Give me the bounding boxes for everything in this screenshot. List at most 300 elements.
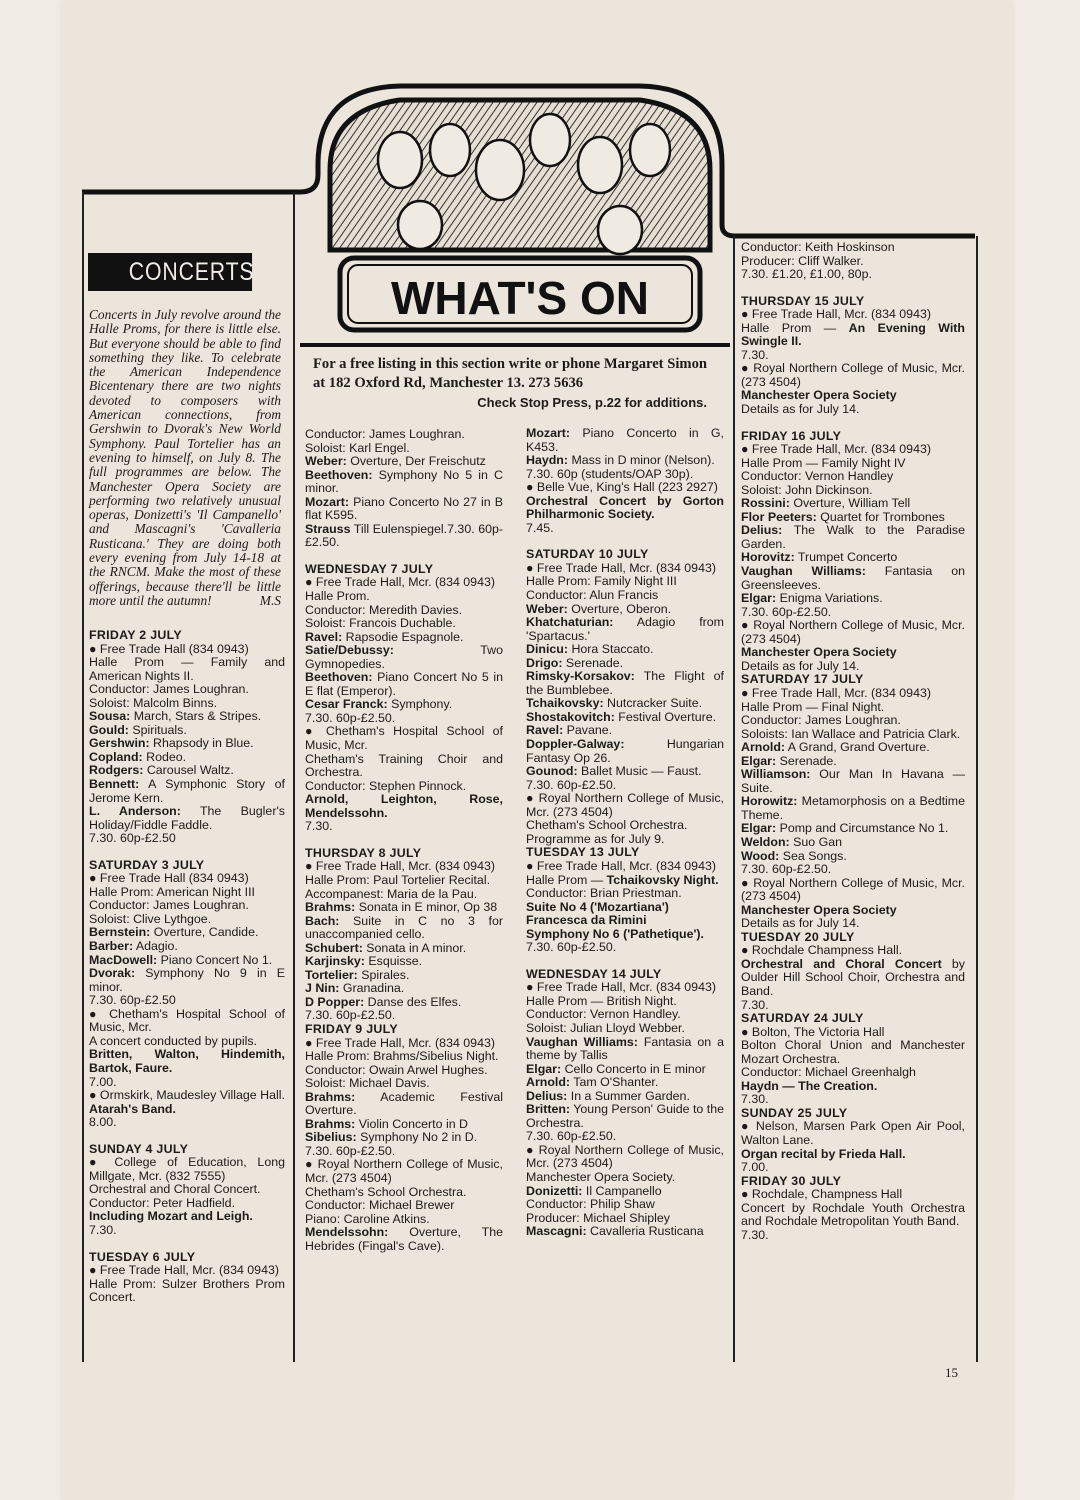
venue-line: ● Nelson, Marsen Park Open Air Pool, Walton Lane. — [741, 1119, 965, 1147]
programme-line — [526, 738, 724, 765]
listing-line: Producer: Michael Shipley — [526, 1210, 670, 1225]
plain-text: Pomp and Circumstance No 1. — [776, 821, 949, 836]
listings-column-3 — [526, 427, 724, 1252]
listing-line: 7.45. — [526, 520, 554, 535]
bold-text: Sibelius: — [305, 1130, 357, 1145]
bold-text: Haydn — The Creation. — [741, 1078, 878, 1093]
bold-text: Delius: — [741, 523, 783, 538]
listing-line: Soloist: Malcolm Binns. — [89, 695, 218, 710]
plain-text: Cello Concerto in E minor — [561, 1061, 706, 1076]
programme-line — [526, 928, 724, 942]
bold-text: Weldon: — [741, 834, 790, 849]
plain-text: Fantasia on a theme by Tallis — [526, 1034, 724, 1063]
listing-line: Programme as for July 9. — [526, 831, 665, 846]
programme-line — [305, 969, 503, 983]
bold-text: Including Mozart and Leigh. — [89, 1209, 253, 1224]
listing-line: Chetham's School Orchestra. — [305, 1184, 467, 1199]
plain-text: Piano Concert No 5 in E flat (Emperor). — [305, 670, 503, 698]
plain-text: Piano Concerto No 27 in B flat K595. — [305, 494, 503, 523]
plain-text: A Grand, Grand Overture. — [785, 740, 930, 755]
date-heading: THURSDAY 15 JULY — [741, 293, 865, 308]
programme-line — [526, 427, 724, 454]
listing-line: Soloist: Francois Duchable. — [305, 616, 456, 631]
programme-line — [526, 643, 724, 657]
bold-text: Satie/Debussy: — [305, 643, 394, 658]
venue-line: ● Royal Northern College of Music, Mcr. (273 4504) — [526, 1142, 724, 1171]
whats-on-title: WHAT'S ON — [391, 272, 649, 324]
bold-text: Karjinsky: — [305, 954, 365, 969]
programme-line — [526, 1036, 724, 1063]
author-initials: M.S — [259, 592, 281, 608]
venue-line: ● Rochdale Champness Hall. — [741, 943, 903, 958]
programme-line — [89, 1048, 285, 1075]
programme-line — [305, 455, 503, 469]
venue-line: ● Royal Northern College of Music, Mcr. (273 4504) — [305, 1157, 503, 1185]
listing-line: Concert by Rochdale Youth Orchestra and Rochdale Metropolitan Youth Band. — [741, 1200, 965, 1229]
date-heading: SUNDAY 25 JULY — [741, 1105, 848, 1120]
listing-line: Details as for July 14. — [741, 916, 860, 931]
venue-line: ● Bolton, The Victoria Hall — [741, 1024, 885, 1039]
listing-line: Conductor: James Loughran. — [305, 427, 465, 441]
bold-text: Bach: — [305, 913, 340, 928]
listing-line: 7.30. 60p (students/OAP 30p). — [526, 466, 694, 481]
plain-text: The Walk to the Paradise Garden. — [741, 523, 965, 551]
programme-line — [305, 1131, 503, 1145]
date-heading: WEDNESDAY 14 JULY — [526, 966, 662, 981]
programme-line — [741, 836, 965, 850]
programme-line — [305, 523, 503, 550]
plain-text: Academic Festival Overture. — [305, 1089, 503, 1118]
intro-text: Concerts in July revolve around the Halle Proms, for there is little else. But everyone should be able to find something they like. To celebrate the American Independence Bicentenary there are two nights devoted to composers with American connections, from Gershwin to Dvorak's New World Symphony. Paul Tortelier has an evening to himself, on July 8. The full programmes are below. The Manchester Opera Society are performing two relatively unusual operas, Donizetti's 'Il Campanello' and Mascagni's 'Cavalleria Rusticana.' They are doing both every evening from July 14-18 at the RNCM. Make the most of these offerings, because there'll be little more until the autumn! — [89, 307, 281, 608]
date-heading: SUNDAY 4 JULY — [89, 1141, 189, 1156]
plain-text: Cavalleria Rusticana — [586, 1224, 704, 1239]
listing-line: Halle Prom — Final Night. — [741, 699, 885, 714]
listing-line: 7.30. 60p-£2.50. — [526, 1129, 617, 1144]
listing-line: Halle Prom — Family and American Nights II. — [89, 655, 285, 683]
listing-block — [89, 1143, 285, 1238]
bold-text: Mozart: — [526, 426, 571, 440]
listing-line: Producer: Cliff Walker. — [741, 253, 864, 268]
venue-line: ● Free Trade Hall, Mcr. (834 0943) — [305, 1035, 495, 1050]
plain-text: Piano Concert No 1. — [157, 952, 273, 967]
venue-line: ● Free Trade Hall, Mcr. (834 0943) — [741, 307, 931, 322]
listing-line: Conductor: Meredith Davies. — [305, 602, 463, 617]
plain-text: Nutcracker Suite. — [603, 696, 703, 711]
bold-text: Arnold, Leighton, Rose, Mendelssohn. — [305, 792, 503, 820]
plain-text: Esquisse. — [364, 954, 423, 969]
plain-text: Ballet Music — Faust. — [577, 764, 702, 779]
date-heading: TUESDAY 6 JULY — [89, 1249, 196, 1264]
programme-line — [741, 850, 965, 864]
listing-line: Conductor: Owain Arwel Hughes. — [305, 1062, 488, 1077]
listing-line: Chetham's School Orchestra. — [526, 818, 688, 833]
programme-line — [741, 1148, 965, 1162]
plain-text: Adagio. — [133, 939, 178, 954]
programme-line — [305, 942, 503, 956]
venue-line: ● College of Education, Long Millgate, Mcr. (832 7555) — [89, 1155, 285, 1183]
bold-text: Gershwin: — [89, 736, 150, 751]
programme-line — [741, 551, 965, 565]
programme-line — [526, 1090, 724, 1104]
programme-line — [526, 454, 724, 468]
programme-line — [526, 495, 724, 522]
listings-column-1 — [89, 629, 285, 1318]
programme-line — [741, 646, 965, 660]
programme-line — [526, 765, 724, 779]
listing-line: Piano: Caroline Atkins. — [305, 1211, 430, 1226]
bold-text: Donizetti: — [526, 1183, 583, 1198]
venue-line: ● Free Trade Hall, Mcr. (834 0943) — [741, 685, 931, 700]
venue-line: ● Belle Vue, King's Hall (223 2927) — [526, 480, 718, 495]
programme-line — [89, 805, 285, 832]
bold-text: Rimsky-Korsakov: — [526, 669, 635, 684]
concerts-section-banner: CONCERTS — [88, 253, 252, 291]
programme-line — [305, 496, 503, 523]
plain-text: Halle Prom — — [741, 320, 849, 335]
programme-line — [89, 940, 285, 954]
plain-text: A Symphonic Story of Jerome Kern. — [89, 777, 285, 805]
date-heading: SATURDAY 17 JULY — [741, 672, 864, 687]
listing-line: 7.30. — [741, 997, 769, 1012]
programme-line — [89, 724, 285, 738]
venue-line: ● Free Trade Hall, Mcr. (834 0943) — [305, 575, 495, 590]
programme-line — [305, 1118, 503, 1132]
listing-block — [89, 859, 285, 1130]
programme-line — [305, 631, 503, 645]
bold-text: Elgar: — [741, 591, 777, 606]
programme-line — [741, 565, 965, 592]
listing-line: Soloist: Michael Davis. — [305, 1076, 430, 1091]
bold-text: Mascagni: — [526, 1224, 587, 1239]
bold-text: Drigo: — [526, 655, 563, 670]
venue-line: ● Chetham's Hospital School of Music, Mcr. — [305, 724, 503, 753]
bold-text: Schubert: — [305, 940, 363, 955]
listing-line: Conductor: Brian Priestman. — [526, 886, 682, 901]
listing-block — [305, 428, 503, 550]
intro-paragraph — [89, 308, 281, 608]
venue-line: ● Rochdale, Champness Hall — [741, 1187, 903, 1202]
date-heading: THURSDAY 8 JULY — [305, 845, 422, 860]
plain-text: Tam O'Shanter. — [570, 1075, 659, 1090]
plain-text: Two Gymnopedies. — [305, 643, 503, 671]
listing-block — [305, 847, 503, 1253]
listing-line: Conductor: Philip Shaw — [526, 1197, 655, 1212]
bold-text: Ravel: — [305, 629, 343, 644]
plain-text: Rapsodie Espagnole. — [342, 629, 464, 644]
listing-line: Conductor: Keith Hoskinson — [741, 240, 895, 254]
programme-line — [741, 741, 965, 755]
plain-text: Halle Prom — — [526, 872, 607, 887]
programme-line — [526, 1063, 724, 1077]
listing-line: Halle Prom: Sulzer Brothers Prom Concert. — [89, 1276, 285, 1305]
plain-text: Mass in D minor (Nelson). — [568, 453, 715, 468]
listing-line: Conductor: Vernon Handley. — [526, 1007, 681, 1022]
bold-text: Tchaikovsky Night. — [606, 872, 719, 887]
date-heading: TUESDAY 20 JULY — [741, 929, 855, 944]
listing-line: 7.30. 60p-£2.50. — [741, 862, 832, 877]
programme-line — [89, 764, 285, 778]
listing-line: 7.00. — [741, 1160, 769, 1175]
date-heading: TUESDAY 13 JULY — [526, 845, 640, 860]
plain-text: Symphony No 5 in C minor. — [305, 467, 503, 496]
listing-line: 7.30. 60p-£2.50 — [89, 993, 176, 1008]
listing-block — [305, 563, 503, 834]
plain-text: Metamorphosis on a Bedtime Theme. — [741, 794, 965, 822]
plain-text: Till Eulenspiegel.7.30. 60p-£2.50. — [305, 521, 503, 550]
programme-line — [526, 914, 724, 928]
venue-line: ● Free Trade Hall, Mcr. (834 0943) — [526, 980, 716, 995]
plain-text: Il Campanello — [582, 1183, 662, 1198]
bold-text: Beethoven: — [305, 670, 373, 685]
listing-line: 7.00. — [89, 1074, 117, 1089]
programme-line — [89, 926, 285, 940]
listing-line: Conductor: James Loughran. — [741, 713, 901, 728]
listing-line: Conductor: Michael Brewer — [305, 1198, 455, 1213]
plain-text: Suite in C no 3 for unaccompanied cello. — [305, 913, 503, 942]
plain-text: Serenade. — [776, 753, 837, 768]
plain-text: Fantasia on Greensleeves. — [741, 564, 965, 592]
bold-text: Strauss — [305, 521, 351, 536]
venue-line: ● Royal Northern College of Music, Mcr. (273 4504) — [526, 791, 724, 819]
bold-text: Manchester Opera Society — [741, 645, 897, 660]
plain-text: Young Person' Guide to the Orchestra. — [526, 1102, 724, 1130]
date-heading: SATURDAY 3 JULY — [89, 857, 205, 872]
plain-text: Suo Gan — [789, 834, 842, 849]
venue-line: ● Ormskirk, Maudesley Village Hall. — [89, 1088, 285, 1103]
plain-text: Hora Staccato. — [568, 642, 654, 657]
listing-line: 7.30. 60p-£2.50. — [305, 1008, 396, 1023]
listing-line: 8.00. — [89, 1115, 117, 1130]
bold-text: Brahms: — [305, 1116, 356, 1131]
programme-line — [89, 1210, 285, 1224]
bold-text: Delius: — [526, 1088, 568, 1103]
listings-column-4 — [741, 241, 965, 1255]
programme-line — [741, 389, 965, 403]
listing-line: Details as for July 14. — [741, 658, 860, 673]
programme-line — [526, 1076, 724, 1090]
listing-line: 7.30. — [741, 1092, 769, 1107]
bold-text: Elgar: — [741, 821, 777, 836]
programme-line — [741, 322, 965, 349]
programme-line — [526, 603, 724, 617]
listing-block — [89, 1251, 285, 1305]
programme-line — [305, 698, 503, 712]
bold-text: Symphony No 6 ('Pathetique'). — [526, 926, 705, 941]
programme-line — [89, 967, 285, 994]
listing-line: 7.30. — [741, 1227, 769, 1242]
venue-line: ● Royal Northern College of Music, Mcr. (273 4504) — [741, 875, 965, 904]
listing-line: 7.30. £1.20, £1.00, 80p. — [741, 267, 872, 282]
listing-line: 7.30. 60p-£2.50. — [305, 710, 396, 725]
listing-line: Halle Prom: Paul Tortelier Recital. — [305, 872, 491, 887]
programme-line — [741, 1080, 965, 1094]
stop-press-note: Check Stop Press, p.22 for additions. — [477, 395, 707, 410]
listing-line: Soloist: Julian Lloyd Webber. — [526, 1020, 685, 1035]
listing-line: 7.30. — [305, 819, 333, 834]
bold-text: Gounod: — [526, 764, 578, 779]
bold-text: Weber: — [305, 454, 347, 469]
bold-text: Rodgers: — [89, 763, 144, 778]
plain-text: Violin Concerto in D — [355, 1116, 468, 1131]
listing-line: A concert conducted by pupils. — [89, 1033, 258, 1048]
listing-line: Accompanest: Maria de la Pau. — [305, 886, 478, 901]
bold-text: Arnold: — [741, 740, 786, 755]
programme-line — [89, 710, 285, 724]
bold-text: Francesca da Rimini — [526, 913, 647, 928]
bold-text: Orchestral and Choral Concert — [741, 956, 942, 971]
listing-block — [526, 427, 724, 535]
listing-line: Conductor: Stephen Pinnock. — [305, 778, 467, 793]
programme-line — [526, 1103, 724, 1130]
bold-text: An Evening With Swingle II. — [741, 320, 965, 349]
listing-line: Halle Prom — British Night. — [526, 993, 677, 1008]
programme-line — [741, 822, 965, 836]
plain-text: by Oulder Hill School Choir, Orchestra and Band. — [741, 956, 965, 998]
bold-text: Suite No 4 ('Mozartiana') — [526, 899, 669, 914]
venue-line: ● Free Trade Hall, Mcr. (834 0943) — [526, 560, 716, 575]
bold-text: Weber: — [526, 601, 568, 616]
plain-text: The Flight of the Bumblebee. — [526, 669, 724, 697]
plain-text: Granadina. — [339, 981, 405, 996]
date-heading: FRIDAY 2 JULY — [89, 628, 182, 642]
listing-line: Bolton Choral Union and Manchester Mozart Orchestra. — [741, 1038, 965, 1066]
plain-text: Sea Songs. — [779, 848, 847, 863]
bold-text: L. Anderson: — [89, 804, 181, 819]
date-heading: WEDNESDAY 7 JULY — [305, 561, 434, 576]
programme-line — [526, 874, 724, 888]
plain-text: Symphony No 2 in D. — [356, 1130, 478, 1145]
listing-line: Details as for July 14. — [741, 402, 860, 417]
programme-line — [741, 904, 965, 918]
listing-line: Chetham's Training Choir and Orchestra. — [305, 751, 503, 780]
bold-text: Gould: — [89, 722, 129, 737]
listing-line: Conductor: Michael Greenhalgh — [741, 1065, 916, 1080]
bold-text: Manchester Opera Society — [741, 388, 897, 403]
bold-text: Dvorak: — [89, 966, 136, 981]
venue-line: ● Free Trade Hall (834 0943) — [89, 871, 249, 886]
programme-line — [526, 616, 724, 643]
programme-line — [741, 958, 965, 999]
plain-text: Our Man In Havana — Suite. — [741, 767, 965, 795]
bold-text: Flor Peeters: — [741, 509, 817, 524]
bold-text: Ravel: — [526, 723, 564, 738]
listing-block — [741, 430, 965, 1243]
listing-line: Conductor: Vernon Handley — [741, 469, 894, 484]
bold-text: Horovitz: — [741, 550, 795, 565]
venue-line: ● Free Trade Hall, Mcr. (834 0943) — [526, 858, 716, 873]
bold-text: Bennett: — [89, 777, 140, 792]
listing-line: 7.30. 60p-£2.50. — [526, 777, 617, 792]
plain-text: Serenade. — [562, 655, 624, 670]
bold-text: Wood: — [741, 848, 780, 863]
listing-line: Conductor: James Loughran. — [89, 682, 249, 697]
bold-text: Beethoven: — [305, 467, 373, 482]
bold-text: Copland: — [89, 749, 143, 764]
listing-line: 7.30. 60p-£2.50. — [305, 1143, 396, 1158]
plain-text: The Bugler's Holiday/Fiddle Faddle. — [89, 804, 286, 832]
bold-text: Britten: — [526, 1102, 571, 1117]
listing-block — [89, 629, 285, 846]
listing-line: Halle Prom: American Night III — [89, 884, 255, 899]
bold-text: Tchaikovsky: — [526, 696, 604, 711]
programme-line — [741, 795, 965, 822]
plain-text: Symphony No 9 in E minor. — [89, 966, 285, 994]
listing-line: Soloists: Ian Wallace and Patricia Clark. — [741, 726, 961, 741]
listing-line: Halle Prom: Brahms/Sibelius Night. — [305, 1049, 499, 1064]
programme-line — [526, 670, 724, 697]
bold-text: Elgar: — [741, 753, 777, 768]
programme-line — [89, 954, 285, 968]
programme-line — [526, 657, 724, 671]
plain-text: In a Summer Garden. — [567, 1088, 690, 1103]
programme-line — [526, 901, 724, 915]
bold-text: Organ recital by Frieda Hall. — [741, 1146, 906, 1161]
listing-line: Soloist: Clive Lythgoe. — [89, 911, 212, 926]
listing-notice — [313, 355, 707, 412]
date-heading: SATURDAY 10 JULY — [526, 547, 649, 562]
bold-text: Rossini: — [741, 496, 790, 511]
programme-line — [305, 644, 503, 671]
bold-text: Mendelssohn: — [305, 1225, 389, 1240]
programme-line — [741, 511, 965, 525]
plain-text: Spirales. — [357, 967, 410, 982]
bold-text: Vaughan Williams: — [741, 564, 866, 579]
listing-block — [741, 241, 965, 282]
listing-block — [526, 548, 724, 954]
plain-text: Sonata in A minor. — [362, 940, 467, 955]
bold-text: Britten, Walton, Hindemith, Bartok, Faure. — [89, 1047, 285, 1075]
bold-text: Shostakovitch: — [526, 709, 615, 724]
listing-line: 7.30. 60p-£2.50 — [89, 831, 176, 846]
programme-line — [305, 901, 503, 915]
plain-text: Rhapsody in Blue. — [149, 736, 254, 751]
plain-text: Trumpet Concerto — [794, 550, 898, 565]
plain-text: Symphony. — [387, 697, 453, 712]
listing-line: Orchestral and Choral Concert. — [89, 1182, 261, 1197]
listing-line: Conductor: Alun Francis — [526, 588, 659, 603]
listings-column-2 — [305, 428, 503, 1266]
bold-text: Tortelier: — [305, 967, 358, 982]
bold-text: Barber: — [89, 939, 134, 954]
bold-text: Khatchaturian: — [526, 615, 614, 630]
programme-line — [305, 996, 503, 1010]
bold-text: Brahms: — [305, 1089, 356, 1104]
listing-line: Soloist: Karl Engel. — [305, 440, 410, 455]
programme-line — [526, 1225, 724, 1239]
bold-text: D Popper: — [305, 994, 365, 1009]
listing-line: Conductor: Peter Hadfield. — [89, 1195, 236, 1210]
listing-line: 7.30. 60p-£2.50. — [741, 604, 832, 619]
programme-line — [305, 1091, 503, 1118]
venue-line: ● Free Trade Hall (834 0943) — [89, 641, 249, 656]
notice-text: For a free listing in this section write or phone Margaret Simon at 182 Oxford Rd, Manchester 13. 273 5636 — [313, 356, 707, 391]
listing-line: 7.30. — [89, 1222, 117, 1237]
programme-line — [305, 793, 503, 820]
listing-line: Conductor: James Loughran. — [89, 898, 249, 913]
programme-line — [741, 524, 965, 551]
bold-text: J Nin: — [305, 981, 340, 996]
programme-line — [526, 724, 724, 738]
programme-line — [305, 915, 503, 942]
venue-line: ● Royal Northern College of Music, Mcr. (273 4504) — [741, 618, 965, 646]
plain-text: Quartet for Trombones — [816, 509, 945, 524]
plain-text: Spirituals. — [128, 722, 187, 737]
programme-line — [89, 1103, 285, 1117]
bold-text: Arnold: — [526, 1075, 571, 1090]
bold-text: Vaughan Williams: — [526, 1034, 638, 1049]
programme-line — [741, 768, 965, 795]
plain-text: Overture, William Tell — [789, 496, 911, 511]
